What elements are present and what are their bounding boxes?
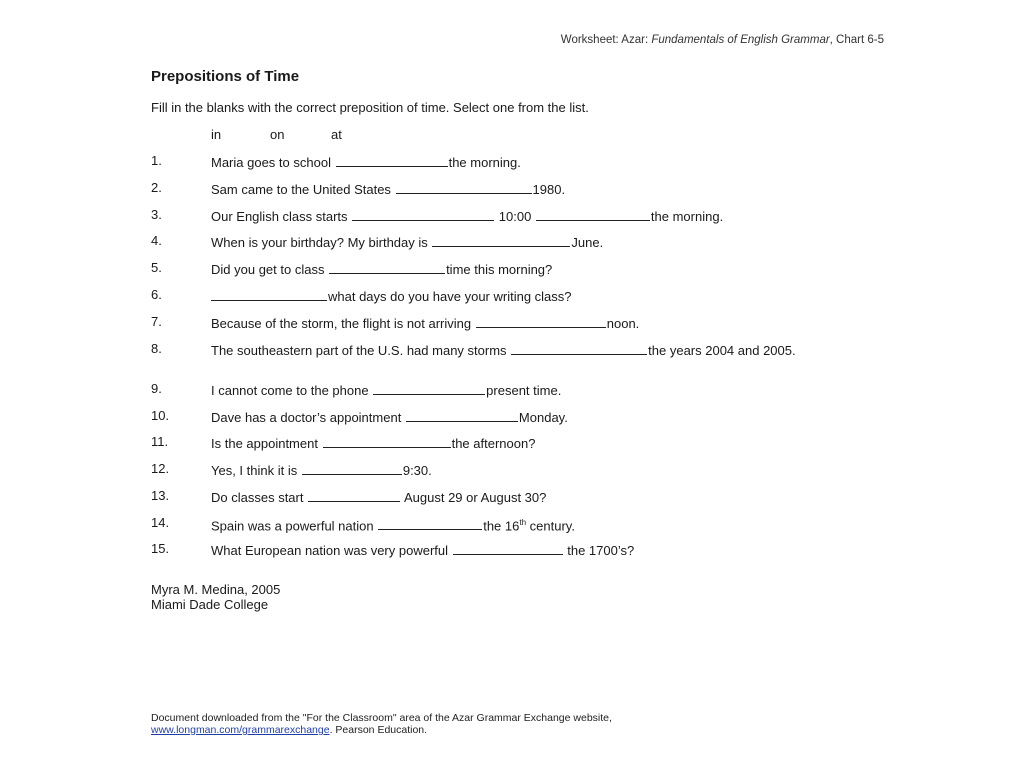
question-number: 7. xyxy=(151,314,162,329)
instructions: Fill in the blanks with the correct preposition of time. Select one from the list. xyxy=(151,100,589,115)
question-number: 11. xyxy=(151,434,169,449)
download-notice xyxy=(151,712,612,736)
question-number: 6. xyxy=(151,287,162,302)
question-text xyxy=(211,516,881,532)
question-number: 2. xyxy=(151,180,162,195)
question-number: 1. xyxy=(151,153,162,168)
question-text-after: century. xyxy=(526,518,575,534)
word-bank-item: on xyxy=(270,127,285,142)
header-suffix: , Chart 6-5 xyxy=(829,34,884,46)
question-text-before: Our English class starts xyxy=(211,209,352,224)
question-text-after: 9:30. xyxy=(402,463,432,478)
question-text-after: the years 2004 and 2005. xyxy=(648,343,796,358)
answer-blank[interactable] xyxy=(406,409,518,422)
answer-blank[interactable] xyxy=(308,489,400,502)
question-text-before: Do classes start xyxy=(211,490,308,505)
answer-blank[interactable] xyxy=(352,208,494,221)
question-number: 3. xyxy=(151,207,162,222)
question-number: 14. xyxy=(151,515,170,530)
question-text-after: present time. xyxy=(486,383,562,398)
question-text-before: Sam came to the United States xyxy=(211,182,395,197)
answer-blank[interactable] xyxy=(211,288,327,301)
grammar-exchange-link[interactable]: www.longman.com/grammarexchange xyxy=(151,724,330,736)
question-text xyxy=(211,234,881,249)
question-text-before: What European nation was very powerful xyxy=(211,543,452,558)
question-number: 9. xyxy=(151,381,162,396)
question-text-after: the 1700’s? xyxy=(563,543,635,558)
question-text xyxy=(211,315,881,330)
question-text-after: August 29 or August 30? xyxy=(401,490,547,505)
answer-blank[interactable] xyxy=(432,234,570,247)
question-number: 8. xyxy=(151,341,162,356)
question-text xyxy=(211,261,881,276)
question-number: 12. xyxy=(151,461,170,476)
question-text-after: June. xyxy=(571,235,604,250)
answer-blank[interactable] xyxy=(536,208,650,221)
question-text xyxy=(211,181,881,196)
question-text xyxy=(211,409,881,424)
question-text xyxy=(211,342,851,357)
word-bank xyxy=(211,127,342,142)
question-text-after: noon. xyxy=(606,316,640,331)
header-book-title: Fundamentals of English Grammar xyxy=(651,34,830,46)
answer-blank[interactable] xyxy=(378,517,482,530)
page-title: Prepositions of Time xyxy=(151,68,300,85)
question-text xyxy=(211,154,881,169)
question-text-after: the morning. xyxy=(650,209,724,224)
question-text-after: 1980. xyxy=(532,182,566,197)
question-text-before: When is your birthday? My birthday is xyxy=(211,235,432,250)
question-text-before: Dave has a doctor’s appointment xyxy=(211,410,405,425)
author-name: Myra M. Medina, 2005 xyxy=(151,582,281,597)
author-org: Miami Dade College xyxy=(151,597,269,612)
ordinal-superscript: th xyxy=(519,518,527,527)
question-text-before: Is the appointment xyxy=(211,436,322,451)
question-text xyxy=(211,542,881,557)
answer-blank[interactable] xyxy=(453,542,563,555)
question-text-before: The southeastern part of the U.S. had many storms xyxy=(211,343,511,358)
question-text-after: what days do you have your writing class? xyxy=(328,289,572,304)
question-text-before: Because of the storm, the flight is not arriving xyxy=(211,316,475,331)
answer-blank[interactable] xyxy=(323,435,451,448)
worksheet-header xyxy=(0,34,884,46)
question-text xyxy=(211,382,881,397)
answer-blank[interactable] xyxy=(302,462,402,475)
question-text-after: the afternoon? xyxy=(451,436,536,451)
answer-blank[interactable] xyxy=(511,342,647,355)
download-notice-line2 xyxy=(151,724,612,736)
question-number: 13. xyxy=(151,488,170,503)
question-text-after: Monday. xyxy=(518,410,568,425)
question-text-after: the morning. xyxy=(448,155,521,170)
publisher-text: . Pearson Education. xyxy=(329,724,428,736)
download-notice-line1: Document downloaded from the "For the Classroom" area of the Azar Grammar Exchange website, xyxy=(151,712,612,724)
question-text-after: time this morning? xyxy=(446,262,553,277)
question-text-before: I cannot come to the phone xyxy=(211,383,373,398)
question-text-before: Yes, I think it is xyxy=(211,463,301,478)
question-text xyxy=(211,288,881,303)
question-text-before: Maria goes to school xyxy=(211,155,335,170)
question-text xyxy=(211,489,881,504)
question-number: 10. xyxy=(151,408,170,423)
question-text xyxy=(211,208,881,223)
word-bank-item: at xyxy=(331,127,342,142)
header-prefix: Worksheet: Azar: xyxy=(560,34,652,46)
question-text-mid: 10:00 xyxy=(495,209,535,224)
question-number: 4. xyxy=(151,233,162,248)
answer-blank[interactable] xyxy=(476,315,606,328)
question-text-before: Did you get to class xyxy=(211,262,329,277)
question-number: 15. xyxy=(151,541,170,556)
answer-blank[interactable] xyxy=(373,382,485,395)
question-text-after: the 16 xyxy=(483,518,520,534)
word-bank-item: in xyxy=(211,127,222,142)
question-text xyxy=(211,435,881,450)
answer-blank[interactable] xyxy=(329,261,445,274)
answer-blank[interactable] xyxy=(396,181,532,194)
question-number: 5. xyxy=(151,260,162,275)
question-text xyxy=(211,462,881,477)
question-text-before: Spain was a powerful nation xyxy=(211,518,378,534)
author-signature xyxy=(151,582,280,612)
answer-blank[interactable] xyxy=(336,154,448,167)
